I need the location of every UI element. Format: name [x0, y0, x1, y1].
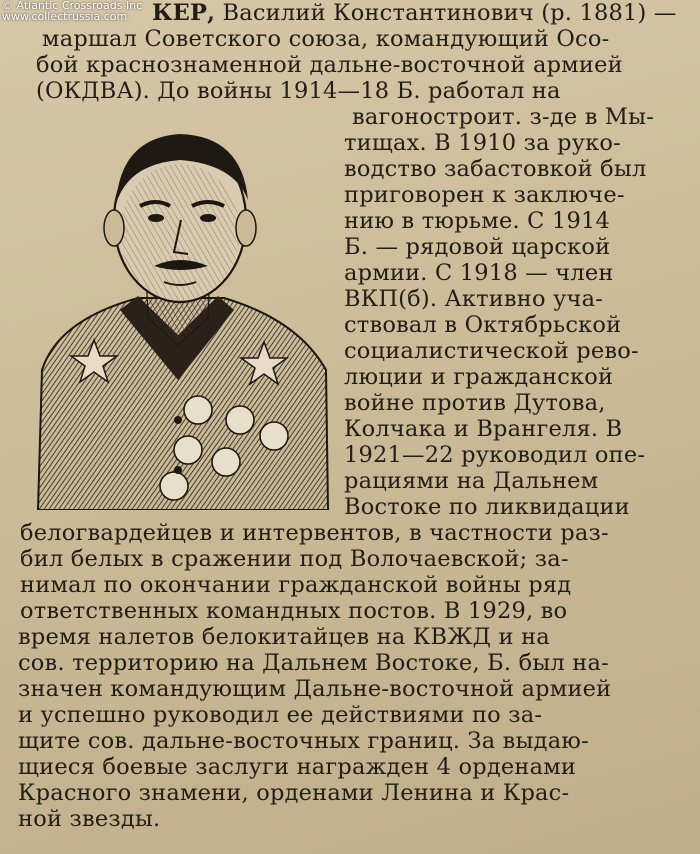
- text-line-24: ответственных командных постов. В 1929, во: [20, 598, 568, 624]
- text-line-17: Колчака и Врангеля. В: [344, 416, 623, 442]
- headword-continuation: Василий Константинович (р. 1881) —: [222, 0, 677, 26]
- text-line-3: бой краснознаменной дальне-восточной армией: [36, 52, 623, 78]
- text-line-31: Красного знамени, орденами Ленина и Крас-: [18, 780, 570, 806]
- text-line-10: Б. — рядовой царской: [344, 234, 611, 260]
- text-line-15: люции и гражданской: [344, 364, 614, 390]
- text-line-12: ВКП(б). Активно уча-: [344, 286, 604, 312]
- text-line-16: войне против Дутова,: [344, 390, 606, 416]
- text-line-1: [152, 0, 677, 26]
- text-line-25: время налетов белокитайцев на КВЖД и на: [18, 624, 550, 650]
- text-line-26: сов. территорию на Дальнем Востоке, Б. был на-: [18, 650, 609, 676]
- text-line-19: рациями на Дальнем: [344, 468, 599, 494]
- headword: КЕР,: [152, 0, 216, 26]
- text-line-5: вагоностроит. з-де в Мы-: [352, 104, 655, 130]
- watermark-line-2: www.collectrussia.com: [2, 10, 128, 23]
- text-line-2: маршал Советского союза, командующий Осо-: [42, 26, 610, 52]
- text-line-8: приговорен к заключе-: [344, 182, 625, 208]
- text-line-27: значен командующим Дальне-восточной армией: [18, 676, 612, 702]
- text-line-18: 1921—22 руководил опе-: [344, 442, 646, 468]
- text-line-20: Востоке по ликвидации: [344, 494, 630, 520]
- text-line-14: социалистической рево-: [344, 338, 639, 364]
- text-line-30: щиеся боевые заслуги награжден 4 орденами: [18, 754, 577, 780]
- text-line-32: ной звезды.: [18, 806, 161, 832]
- watermark-line-1: © Atlantic Crossroads Inc: [2, 0, 143, 12]
- copyright-watermark: [2, 0, 142, 22]
- text-line-29: щите сов. дальне-восточных границ. За выдаю-: [18, 728, 589, 754]
- text-line-11: армии. С 1918 — член: [344, 260, 614, 286]
- text-line-13: ствовал в Октябрьской: [344, 312, 622, 338]
- text-line-7: водство забастовкой был: [344, 156, 647, 182]
- portrait-illustration: [28, 120, 334, 510]
- text-line-22: бил белых в сражении под Волочаевской; за-: [20, 546, 569, 572]
- text-line-28: и успешно руководил ее действиями по за-: [18, 702, 543, 728]
- text-line-4: (ОКДВА). До войны 1914—18 Б. работал на: [36, 78, 561, 104]
- text-line-21: белогвардейцев и интервентов, в частности раз-: [20, 520, 609, 546]
- text-line-23: нимал по окончании гражданской войны ряд: [20, 572, 572, 598]
- text-line-9: нию в тюрьме. С 1914: [344, 208, 610, 234]
- text-line-6: тищах. В 1910 за руко-: [344, 130, 621, 156]
